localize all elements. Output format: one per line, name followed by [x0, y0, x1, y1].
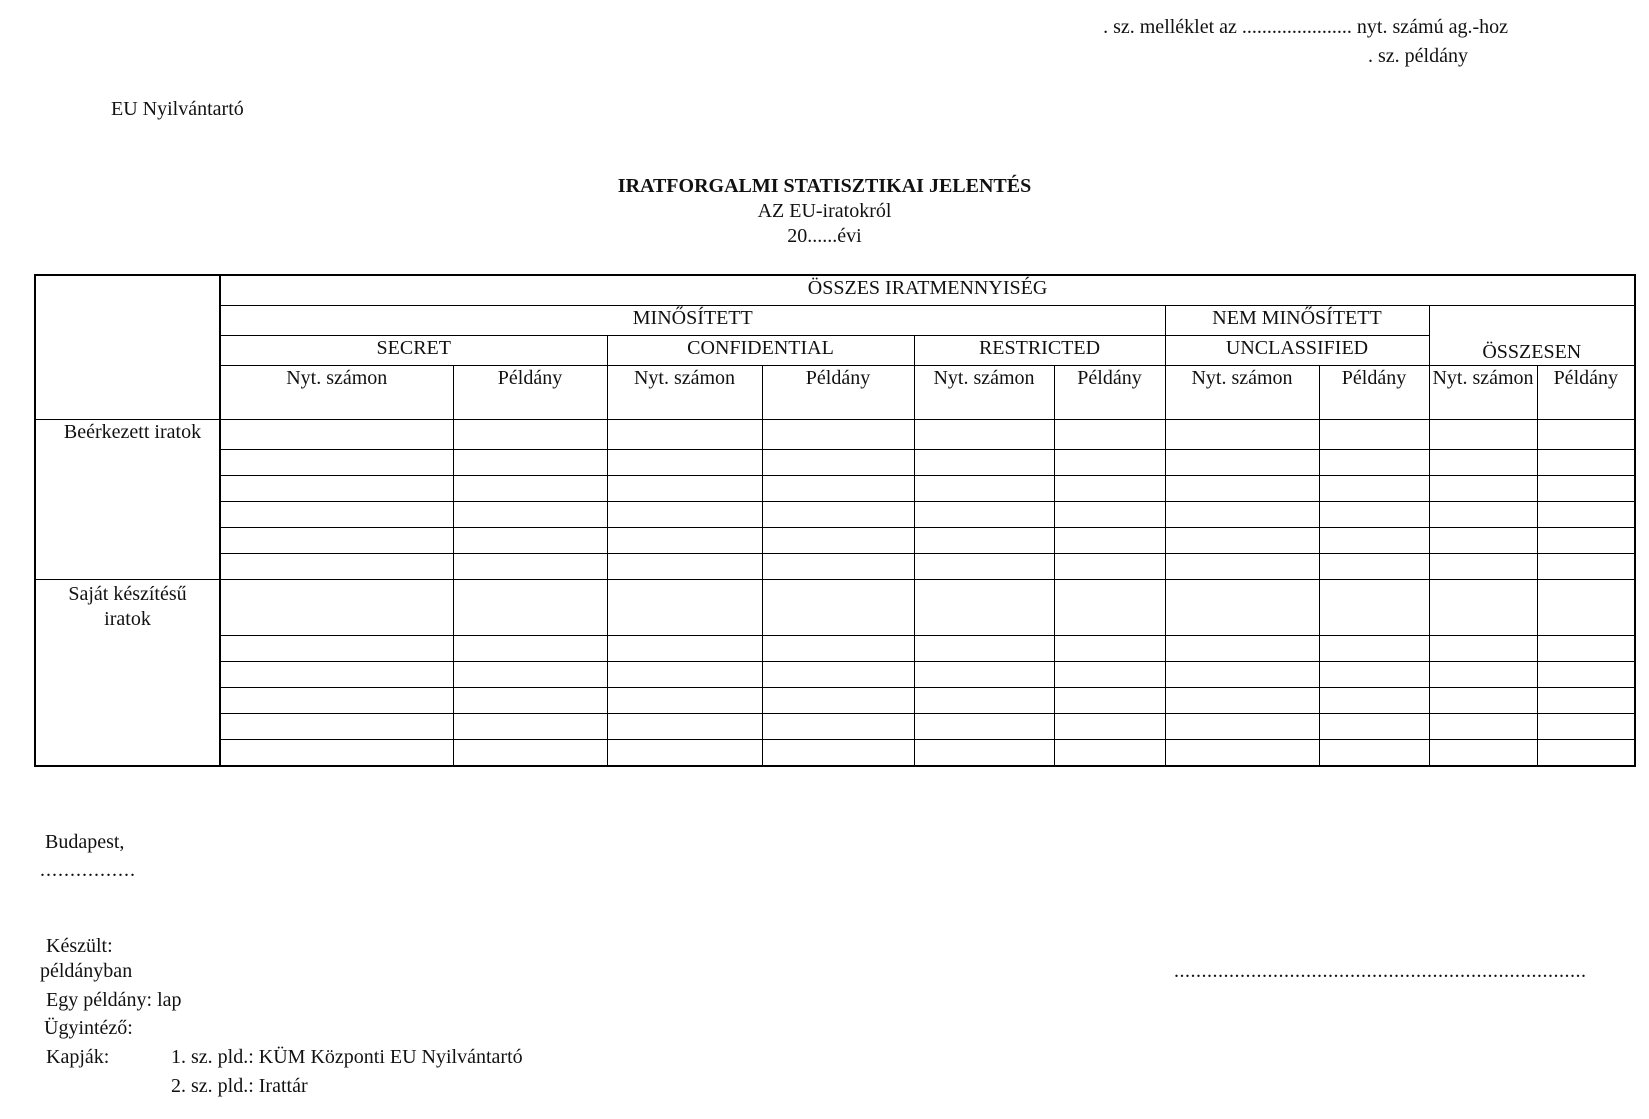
data-cell[interactable]	[1054, 662, 1165, 688]
data-cell[interactable]	[607, 528, 762, 554]
recipient-2: 2. sz. pld.: Irattár	[171, 1075, 308, 1097]
data-cell[interactable]	[762, 528, 914, 554]
data-cell[interactable]	[1537, 502, 1635, 528]
data-cell[interactable]	[1429, 450, 1537, 476]
data-cell[interactable]	[1319, 636, 1429, 662]
report-title: IRATFORGALMI STATISZTIKAI JELENTÉS	[617, 175, 1032, 197]
data-cell[interactable]	[607, 450, 762, 476]
data-cell[interactable]	[1537, 420, 1635, 450]
data-cell[interactable]	[1537, 688, 1635, 714]
data-cell[interactable]	[1165, 450, 1319, 476]
data-cell[interactable]	[453, 554, 607, 580]
data-cell[interactable]	[1537, 450, 1635, 476]
data-cell[interactable]	[607, 714, 762, 740]
data-cell[interactable]	[1054, 554, 1165, 580]
data-cell[interactable]	[220, 450, 453, 476]
data-cell[interactable]	[1319, 528, 1429, 554]
date-placeholder: ................	[40, 859, 136, 881]
data-cell[interactable]	[1165, 420, 1319, 450]
data-cell[interactable]	[220, 662, 453, 688]
data-cell[interactable]	[914, 688, 1054, 714]
pages-label: Egy példány: lap	[46, 989, 182, 1011]
data-cell[interactable]	[1165, 688, 1319, 714]
data-cell[interactable]	[220, 636, 453, 662]
registrar-label: EU Nyilvántartó	[111, 98, 244, 120]
data-cell[interactable]	[220, 476, 453, 502]
data-cell[interactable]	[1429, 528, 1537, 554]
data-cell[interactable]	[1429, 502, 1537, 528]
data-cell[interactable]	[1319, 580, 1429, 636]
recipient-1: 1. sz. pld.: KÜM Központi EU Nyilvántartó	[171, 1046, 523, 1068]
data-cell[interactable]	[914, 740, 1054, 767]
report-subtitle: AZ EU-iratokról	[757, 200, 892, 222]
recipients-label: Kapják:	[46, 1046, 110, 1068]
data-cell[interactable]	[1537, 636, 1635, 662]
copies-label: példányban	[40, 960, 133, 982]
data-cell[interactable]	[1319, 740, 1429, 767]
data-cell[interactable]	[453, 688, 607, 714]
data-cell[interactable]	[607, 420, 762, 450]
data-cell[interactable]	[1319, 688, 1429, 714]
col-copies: Példány	[1054, 366, 1165, 420]
data-cell[interactable]	[1319, 420, 1429, 450]
data-cell[interactable]	[607, 688, 762, 714]
data-cell[interactable]	[762, 554, 914, 580]
data-cell[interactable]	[220, 740, 453, 767]
data-cell[interactable]	[1054, 740, 1165, 767]
data-cell[interactable]	[914, 450, 1054, 476]
data-cell[interactable]	[1165, 662, 1319, 688]
data-cell[interactable]	[914, 580, 1054, 636]
data-cell[interactable]	[762, 688, 914, 714]
data-cell[interactable]	[762, 662, 914, 688]
col-copies: Példány	[1319, 366, 1429, 420]
data-cell[interactable]	[453, 636, 607, 662]
data-cell[interactable]	[453, 580, 607, 636]
data-cell[interactable]	[1054, 476, 1165, 502]
data-cell[interactable]	[914, 528, 1054, 554]
row-label-own: Saját készítésű iratok	[35, 580, 220, 767]
data-cell[interactable]	[1165, 528, 1319, 554]
statistics-table	[34, 274, 1636, 767]
data-cell[interactable]	[762, 714, 914, 740]
data-cell[interactable]	[1429, 476, 1537, 502]
data-cell[interactable]	[1429, 636, 1537, 662]
data-cell[interactable]	[1537, 554, 1635, 580]
data-cell[interactable]	[1054, 636, 1165, 662]
row-label-incoming: Beérkezett iratok	[35, 420, 220, 580]
data-cell[interactable]	[1319, 714, 1429, 740]
data-cell[interactable]	[762, 502, 914, 528]
data-cell[interactable]	[220, 502, 453, 528]
signature-line: ...........................................................................	[1174, 960, 1587, 982]
data-cell[interactable]	[607, 554, 762, 580]
data-cell[interactable]	[1319, 476, 1429, 502]
data-cell[interactable]	[1429, 420, 1537, 450]
col-number: Nyt. számon	[220, 366, 453, 420]
data-cell[interactable]	[1537, 662, 1635, 688]
data-cell[interactable]	[1537, 580, 1635, 636]
level-confidential: CONFIDENTIAL	[607, 336, 914, 366]
data-cell[interactable]	[220, 420, 453, 450]
data-cell[interactable]	[762, 580, 914, 636]
data-cell[interactable]	[914, 502, 1054, 528]
data-cell[interactable]	[607, 580, 762, 636]
data-cell[interactable]	[1054, 420, 1165, 450]
data-cell[interactable]	[1537, 528, 1635, 554]
classified-header: MINŐSÍTETT	[220, 306, 1165, 336]
report-year: 20......évi	[787, 225, 862, 247]
data-cell[interactable]	[607, 662, 762, 688]
data-cell[interactable]	[1429, 662, 1537, 688]
data-cell[interactable]	[1319, 502, 1429, 528]
data-cell[interactable]	[1165, 636, 1319, 662]
data-cell[interactable]	[453, 450, 607, 476]
data-cell[interactable]	[607, 740, 762, 767]
data-cell[interactable]	[1319, 554, 1429, 580]
city-label: Budapest,	[45, 831, 125, 853]
summary-header: ÖSSZESEN	[1429, 306, 1635, 366]
prepared-label: Készült:	[46, 935, 113, 957]
data-cell[interactable]	[762, 450, 914, 476]
data-cell[interactable]	[1165, 714, 1319, 740]
col-number: Nyt. számon	[1429, 366, 1537, 420]
data-cell[interactable]	[220, 554, 453, 580]
data-cell[interactable]	[1054, 580, 1165, 636]
data-cell[interactable]	[1537, 476, 1635, 502]
data-cell[interactable]	[220, 714, 453, 740]
data-cell[interactable]	[607, 636, 762, 662]
data-cell[interactable]	[1054, 714, 1165, 740]
not-classified-header: NEM MINŐSÍTETT	[1165, 306, 1429, 336]
data-cell[interactable]	[914, 420, 1054, 450]
data-cell[interactable]	[1429, 554, 1537, 580]
data-cell[interactable]	[1165, 476, 1319, 502]
col-number: Nyt. számon	[607, 366, 762, 420]
data-cell[interactable]	[1429, 688, 1537, 714]
data-cell[interactable]	[914, 554, 1054, 580]
data-cell[interactable]	[453, 502, 607, 528]
copy-number: . sz. példány	[1368, 45, 1468, 67]
data-cell[interactable]	[453, 528, 607, 554]
annex-reference: . sz. melléklet az ...................... nyt. számú ag.-hoz	[1103, 16, 1508, 38]
data-cell[interactable]	[453, 740, 607, 767]
data-cell[interactable]	[453, 476, 607, 502]
data-cell[interactable]	[1054, 528, 1165, 554]
table-corner	[35, 275, 220, 420]
data-cell[interactable]	[220, 528, 453, 554]
data-cell[interactable]	[1165, 580, 1319, 636]
data-cell[interactable]	[1429, 740, 1537, 767]
data-cell[interactable]	[1165, 554, 1319, 580]
level-restricted: RESTRICTED	[914, 336, 1165, 366]
data-cell[interactable]	[914, 476, 1054, 502]
col-copies: Példány	[762, 366, 914, 420]
total-volume-header: ÖSSZES IRATMENNYISÉG	[220, 275, 1635, 306]
data-cell[interactable]	[453, 662, 607, 688]
data-cell[interactable]	[1429, 714, 1537, 740]
data-cell[interactable]	[453, 714, 607, 740]
col-copies: Példány	[1537, 366, 1635, 420]
data-cell[interactable]	[1429, 580, 1537, 636]
data-cell[interactable]	[1054, 688, 1165, 714]
data-cell[interactable]	[1054, 450, 1165, 476]
data-cell[interactable]	[220, 580, 453, 636]
data-cell[interactable]	[220, 688, 453, 714]
data-cell[interactable]	[1537, 740, 1635, 767]
data-cell[interactable]	[914, 636, 1054, 662]
data-cell[interactable]	[1319, 450, 1429, 476]
data-cell[interactable]	[1165, 740, 1319, 767]
data-cell[interactable]	[1537, 714, 1635, 740]
data-cell[interactable]	[762, 476, 914, 502]
data-cell[interactable]	[762, 420, 914, 450]
data-cell[interactable]	[914, 714, 1054, 740]
data-cell[interactable]	[1319, 662, 1429, 688]
data-cell[interactable]	[1165, 502, 1319, 528]
col-number: Nyt. számon	[914, 366, 1054, 420]
handler-label: Ügyintéző:	[44, 1017, 133, 1039]
data-cell[interactable]	[914, 662, 1054, 688]
data-cell[interactable]	[762, 740, 914, 767]
col-copies: Példány	[453, 366, 607, 420]
level-secret: SECRET	[220, 336, 607, 366]
data-cell[interactable]	[1054, 502, 1165, 528]
data-cell[interactable]	[607, 476, 762, 502]
data-cell[interactable]	[607, 502, 762, 528]
level-unclassified: UNCLASSIFIED	[1165, 336, 1429, 366]
col-number: Nyt. számon	[1165, 366, 1319, 420]
data-cell[interactable]	[453, 420, 607, 450]
data-cell[interactable]	[762, 636, 914, 662]
